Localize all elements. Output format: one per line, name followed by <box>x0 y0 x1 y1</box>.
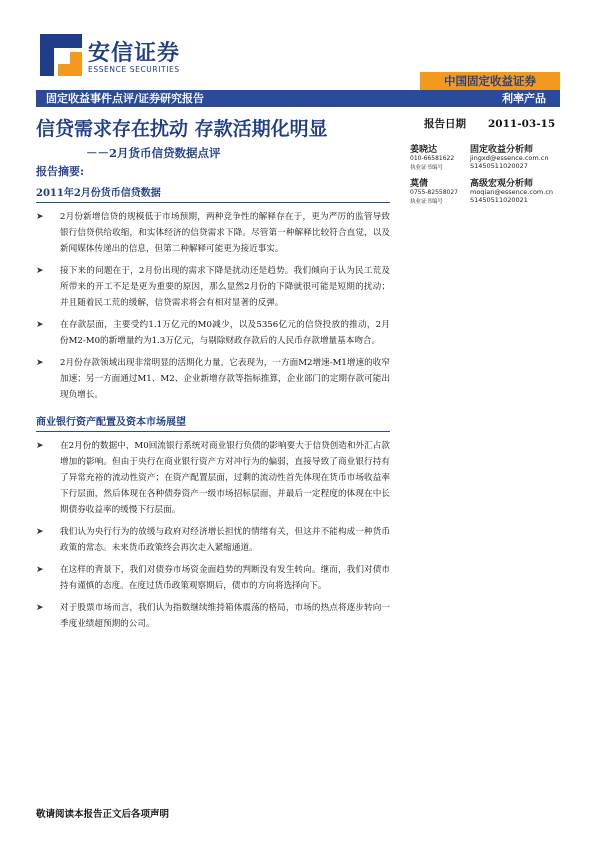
report-title: 信贷需求存在扰动 存款活期化明显 <box>36 118 328 140</box>
report-category: 固定收益事件点评/证券研究报告 <box>46 92 205 105</box>
bullet-text: 我们认为央行行为的放缓与政府对经济增长担忧的情绪有关，但这并不能构成一种货币政策的常态。未来货币政策终会再次走入紧缩通道。 <box>60 527 390 553</box>
report-date <box>424 116 555 131</box>
arrow-bullet-icon: ➤ <box>36 358 44 368</box>
arrow-bullet-icon: ➤ <box>36 565 44 575</box>
bullet-text: 在2月份的数据中，M0回流银行系统对商业银行负债的影响要大于信贷创造和外汇占款增加的影响。但由于央行在商业银行资产方对冲行为的偏弱，直接导致了商业银行持有了异常充裕的流动性资产；在资产配置层面，过剩的流动性首先体现在货币市场收益率下行层面，然后体现在各种债券资产一级市场招标层面，并最后一定程度的体现在中长期债券收益率的缓慢下行层面。 <box>60 441 390 515</box>
analyst-title: 固定收益分析师 <box>470 145 534 155</box>
analyst-name: 姜晓达 <box>410 145 438 155</box>
bullet-text: 在这样的背景下，我们对债券市场资金面趋势的判断没有发生转向。继而，我们对债市持有谨慎的态度。在度过货币政策观察期后，债市的方向将选择向下。 <box>60 565 390 591</box>
bullet-text: 2月份新增信贷的规模低于市场预期，两种竞争性的解释存在于，更为严厉的监管导致银行信贷供给收缩，和实体经济的信贷需求下降。尽管第一种解释比较符合直觉，以及新闻媒体传递出的信息，但第二种解释可能更为接近事实。 <box>60 212 390 254</box>
report-date-label: 报告日期 <box>424 118 466 130</box>
arrow-bullet-icon: ➤ <box>36 603 44 613</box>
company-logo <box>40 34 190 84</box>
section-heading: 商业银行资产配置及资本市场展望 <box>36 413 390 432</box>
abstract-label: 报告摘要: <box>36 165 85 178</box>
arrow-bullet-icon: ➤ <box>36 266 44 276</box>
analyst-cert-label: 执业证书编号 <box>410 165 444 171</box>
bullet-item <box>36 600 390 632</box>
bullet-item <box>36 355 390 403</box>
arrow-bullet-icon: ➤ <box>36 320 44 330</box>
analyst-cert-label: 执业证书编号 <box>410 199 444 205</box>
bullet-item <box>36 438 390 518</box>
arrow-bullet-icon: ➤ <box>36 527 44 537</box>
brand-name-cn: 安信证券 <box>88 41 181 66</box>
arrow-bullet-icon: ➤ <box>36 441 44 451</box>
bullet-item <box>36 209 390 257</box>
brand-name-en: ESSENCE SECURITIES <box>88 65 180 74</box>
analyst-cert-number: S1450511020027 <box>470 162 528 170</box>
bullet-item <box>36 263 390 311</box>
product-category: 利率产品 <box>502 92 546 105</box>
bullet-text: 接下来的问题在于，2月份出现的需求下降是扰动还是趋势。我们倾向于认为民工荒及所带来的开工不足是更为重要的原因，那么显然2月份的下降就很可能是短期的扰动；并且随着民工荒的缓解，信贷需求将会有相对显著的反弹。 <box>60 266 390 308</box>
abstract-content <box>36 178 390 638</box>
bullet-text: 在存款层面，主要受约1.1万亿元的M0减少，以及5356亿元的信贷投放的推动，2月份M2-M0的新增量约为1.3万亿元，与剔除财政存款后的人民币存款增量基本吻合。 <box>60 320 390 346</box>
category-bar <box>36 90 560 107</box>
bullet-text: 2月份存款领域出现非常明显的活期化力量，它表现为，一方面M2增速-M1增速的收窄加速；另一方面通过M1、M2、企业新增存款等指标推算，企业部门的定期存款可能出现负增长。 <box>60 358 390 400</box>
bullet-item <box>36 317 390 349</box>
section-heading: 2011年2月份货币信贷数据 <box>36 184 390 203</box>
analyst-title: 高级宏观分析师 <box>470 179 534 189</box>
report-date-value: 2011-03-15 <box>488 118 556 130</box>
analyst-phone: 010-66581622 <box>410 155 455 162</box>
analyst-name: 莫倩 <box>410 179 429 189</box>
analyst-cert-number: S1450511020021 <box>470 196 528 204</box>
bullet-text: 对于股票市场而言，我们认为指数继续维持箱体震荡的格局，市场的热点将逐步转向一季度业绩超预期的公司。 <box>60 603 390 629</box>
report-subtitle: －－2月货币信贷数据点评 <box>86 146 221 160</box>
bullet-item <box>36 562 390 594</box>
disclaimer-footer: 敬请阅读本报告正文后各项声明 <box>36 809 170 820</box>
bullet-item <box>36 524 390 556</box>
arrow-bullet-icon: ➤ <box>36 212 44 222</box>
analyst-email[interactable]: moqian@essence.com.cn <box>470 188 554 196</box>
org-banner: 中国固定收益证券 <box>420 72 560 90</box>
analyst-phone: 0755-82558027 <box>410 189 458 196</box>
essence-logo-icon <box>40 34 82 76</box>
analyst-email[interactable]: jingxd@essence.com.cn <box>470 154 549 162</box>
